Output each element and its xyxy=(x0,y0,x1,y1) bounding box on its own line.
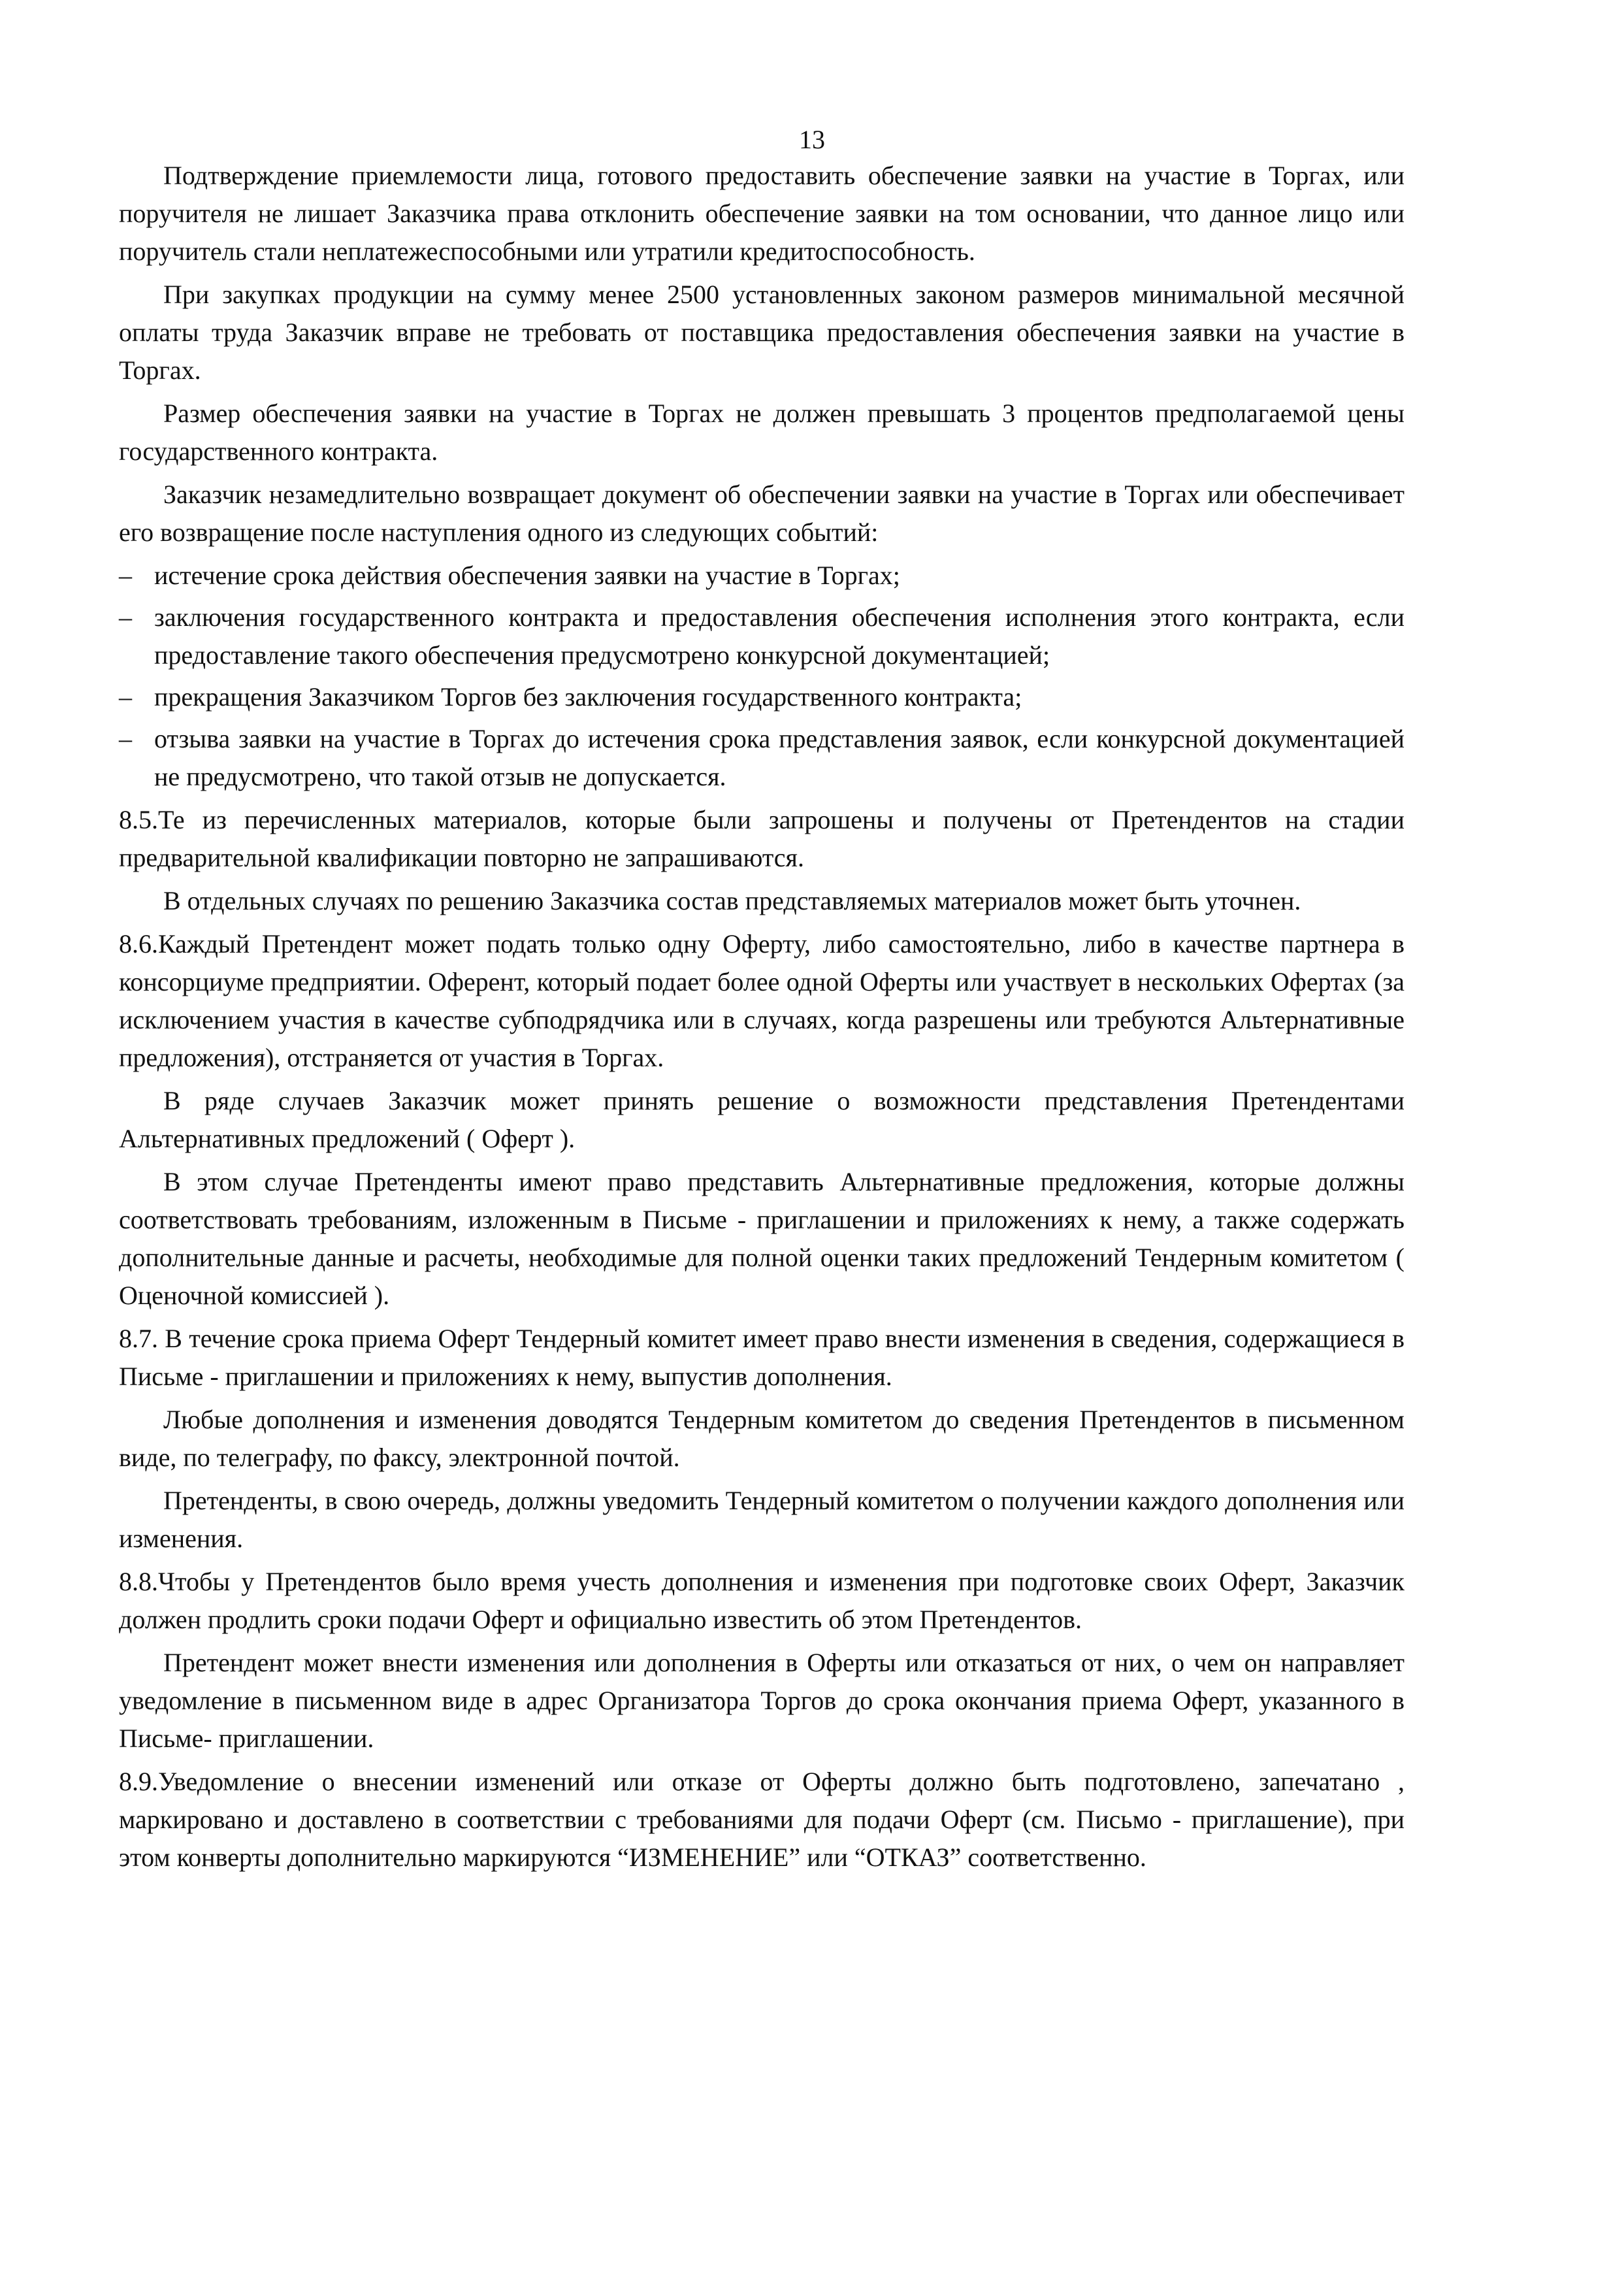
clause-8-9: 8.9.Уведомление о внесении изменений или отказе от Оферты должно быть подготовлено, запечатано , маркировано и доставлено в соответствии с требованиями для подачи Оферт (см. Письмо - приглашение), при этом конверты дополнительно маркируются “ИЗМЕНЕНИЕ” или “ОТКАЗ” соответственно. xyxy=(119,1767,1405,1872)
list-item-text: истечение срока действия обеспечения заявки на участие в Торгах; xyxy=(154,561,900,590)
clause-8-8: 8.8.Чтобы у Претендентов было время учесть дополнения и изменения при подготовке своих Оферт, Заказчик должен продлить сроки подачи Оферт и официально известить об этом Претендентов. xyxy=(119,1567,1405,1634)
list-item xyxy=(119,598,1405,674)
dash-bullet: – xyxy=(119,724,132,753)
paragraph-receipt-confirmation: Претенденты, в свою очередь, должны уведомить Тендерный комитетом о получении каждого дополнения или изменения. xyxy=(119,1486,1405,1553)
clause-8-5: 8.5.Те из перечисленных материалов, которые были запрошены и получены от Претендентов на стадии предварительной квалификации повторно не запрашиваются. xyxy=(119,805,1405,872)
paragraph-guarantor-acceptance: Подтверждение приемлемости лица, готового предоставить обеспечение заявки на участие в Торгах, или поручителя не лишает Заказчика права отклонить обеспечение заявки на том основании, что данное лицо или поручитель стали неплатежеспособными или утратили кредитоспособность. xyxy=(119,161,1405,266)
clause-8-7: 8.7. В течение срока приема Оферт Тендерный комитет имеет право внести изменения в сведения, содержащиеся в Письме - приглашении и приложениях к нему, выпустив дополнения. xyxy=(119,1324,1405,1391)
paragraph-offer-changes: Претендент может внести изменения или дополнения в Оферты или отказаться от них, о чем он направляет уведомление в письменном виде в адрес Организатора Торгов до срока окончания приема Оферт, указанного в Письме- приглашении. xyxy=(119,1648,1405,1753)
list-item xyxy=(119,557,1405,595)
paragraph-small-purchases: При закупках продукции на сумму менее 2500 установленных законом размеров минимальной месячной оплаты труда Заказчик вправе не требовать от поставщика предоставления обеспечения заявки на участие в Торгах. xyxy=(119,280,1405,385)
page-number: 13 xyxy=(799,125,825,154)
list-item xyxy=(119,720,1405,796)
paragraph-amendments-communicated: Любые дополнения и изменения доводятся Тендерным комитетом до сведения Претендентов в письменном виде, по телеграфу, по факсу, электронной почтой. xyxy=(119,1405,1405,1472)
return-events-list xyxy=(119,557,1405,796)
clause-8-6: 8.6.Каждый Претендент может подать только одну Оферту, либо самостоятельно, либо в качестве партнера в консорциуме предприятии. Оферент, который подает более одной Оферты или участвует в нескольких Офертах (за исключением участия в качестве субподрядчика или в случаях, когда разрешены или требуются Альтернативные предложения), отстраняется от участия в Торгах. xyxy=(119,929,1405,1072)
dash-bullet: – xyxy=(119,682,132,712)
document-body xyxy=(119,157,1405,1882)
list-item xyxy=(119,678,1405,716)
dash-bullet: – xyxy=(119,561,132,590)
dash-bullet: – xyxy=(119,602,132,632)
paragraph-security-size: Размер обеспечения заявки на участие в Торгах не должен превышать 3 процентов предполагаемой цены государственного контракта. xyxy=(119,399,1405,466)
paragraph-alternative-requirements: В этом случае Претенденты имеют право представить Альтернативные предложения, которые должны соответствовать требованиям, изложенным в Письме - приглашении и приложениях к нему, а также содержать дополнительные данные и расчеты, необходимые для полной оценки таких предложений Тендерным комитетом ( Оценочной комиссией ). xyxy=(119,1167,1405,1310)
list-item-text: заключения государственного контракта и предоставления обеспечения исполнения этого контракта, если предоставление такого обеспечения предусмотрено конкурсной документацией; xyxy=(154,602,1405,670)
paragraph-alternative-offers: В ряде случаев Заказчик может принять решение о возможности представления Претендентами Альтернативных предложений ( Оферт ). xyxy=(119,1086,1405,1153)
paragraph-materials-clarified: В отдельных случаях по решению Заказчика состав представляемых материалов может быть уточнен. xyxy=(163,886,1301,915)
list-item-text: отзыва заявки на участие в Торгах до истечения срока представления заявок, если конкурсной документацией не предусмотрено, что такой отзыв не допускается. xyxy=(154,724,1405,791)
list-item-text: прекращения Заказчиком Торгов без заключения государственного контракта; xyxy=(154,682,1022,712)
paragraph-security-return: Заказчик незамедлительно возвращает документ об обеспечении заявки на участие в Торгах или обеспечивает его возвращение после наступления одного из следующих событий: xyxy=(119,480,1405,547)
